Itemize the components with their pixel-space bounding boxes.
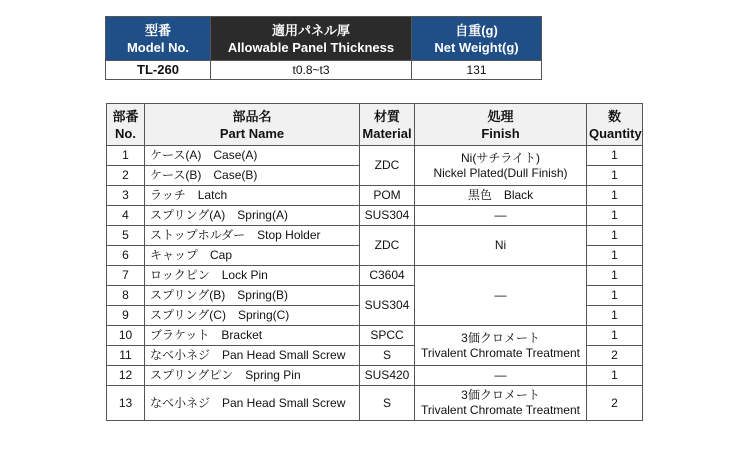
part-no: 11 [107,346,145,366]
part-no: 4 [107,206,145,226]
part-no: 3 [107,186,145,206]
header-material: 材質 Material [360,104,415,146]
part-finish: — [415,266,587,326]
part-quantity: 1 [587,166,643,186]
header-part-name: 部品名 Part Name [145,104,360,146]
part-name: スプリング(A) Spring(A) [145,206,360,226]
model-no-value: TL-260 [106,61,211,80]
part-material: S [360,346,415,366]
part-no: 1 [107,146,145,166]
part-name: ラッチ Latch [145,186,360,206]
part-quantity: 1 [587,186,643,206]
part-material: S [360,386,415,421]
part-material: SUS420 [360,366,415,386]
header-finish: 処理 Finish [415,104,587,146]
part-no: 9 [107,306,145,326]
part-name: なべ小ネジ Pan Head Small Screw [145,346,360,366]
part-material: SUS304 [360,286,415,326]
table-row [107,366,643,386]
part-quantity: 1 [587,326,643,346]
parts-table [106,103,643,421]
part-name: ストップホルダー Stop Holder [145,226,360,246]
header-quantity: 数 Quantity [587,104,643,146]
part-quantity: 1 [587,226,643,246]
part-no: 8 [107,286,145,306]
part-name: ケース(B) Case(B) [145,166,360,186]
part-quantity: 1 [587,266,643,286]
part-no: 2 [107,166,145,186]
part-finish: — [415,366,587,386]
part-material: C3604 [360,266,415,286]
part-material: SUS304 [360,206,415,226]
panel-thickness-value: t0.8~t3 [211,61,412,80]
header-panel-thickness: 適用パネル厚 Allowable Panel Thickness [211,17,412,61]
part-no: 5 [107,226,145,246]
header-net-weight: 自重(g) Net Weight(g) [412,17,542,61]
part-material: POM [360,186,415,206]
table-row [107,186,643,206]
part-quantity: 1 [587,246,643,266]
part-finish: 3価クロメート Trivalent Chromate Treatment [415,386,587,421]
table-row [107,226,643,246]
part-quantity: 2 [587,386,643,421]
header-no: 部番 No. [107,104,145,146]
table-row [107,146,643,166]
part-name: スプリングピン Spring Pin [145,366,360,386]
part-name: ロックピン Lock Pin [145,266,360,286]
part-quantity: 1 [587,146,643,166]
part-no: 12 [107,366,145,386]
part-quantity: 1 [587,366,643,386]
spec-row [106,61,542,80]
net-weight-value: 131 [412,61,542,80]
table-row [107,206,643,226]
part-finish: 3価クロメート Trivalent Chromate Treatment [415,326,587,366]
part-material: ZDC [360,226,415,266]
header-model-no: 型番 Model No. [106,17,211,61]
part-finish: Ni [415,226,587,266]
part-name: スプリング(C) Spring(C) [145,306,360,326]
part-quantity: 1 [587,206,643,226]
part-name: スプリング(B) Spring(B) [145,286,360,306]
spec-header-row [106,17,542,61]
part-material: ZDC [360,146,415,186]
part-name: キャップ Cap [145,246,360,266]
spec-table [105,16,542,80]
part-finish: 黒色 Black [415,186,587,206]
part-no: 10 [107,326,145,346]
part-quantity: 1 [587,286,643,306]
part-quantity: 2 [587,346,643,366]
part-name: なべ小ネジ Pan Head Small Screw [145,386,360,421]
part-no: 13 [107,386,145,421]
part-name: ケース(A) Case(A) [145,146,360,166]
part-quantity: 1 [587,306,643,326]
parts-header-row [107,104,643,146]
part-no: 7 [107,266,145,286]
part-finish: — [415,206,587,226]
table-row [107,386,643,421]
part-name: ブラケット Bracket [145,326,360,346]
part-material: SPCC [360,326,415,346]
part-finish: Ni(サチライト) Nickel Plated(Dull Finish) [415,146,587,186]
table-row [107,326,643,346]
table-row [107,266,643,286]
part-no: 6 [107,246,145,266]
